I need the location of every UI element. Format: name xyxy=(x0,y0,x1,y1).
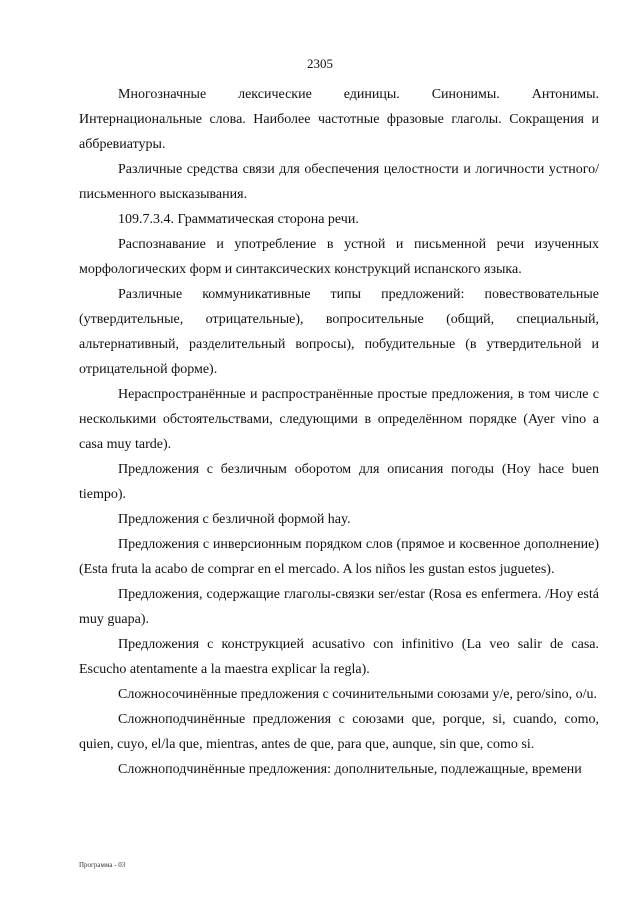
paragraph: Различные коммуникативные типы предложений: повествовательные (утвердительные, отрицательные), вопросительные (общий, специальный, альтернативный, разделительный вопросы), побудительные (в утвердительной и отрицательной форме). xyxy=(79,287,599,377)
paragraph: Распознавание и употребление в устной и письменной речи изученных морфологических форм и синтаксических конструкций испанского языка. xyxy=(79,237,599,277)
paragraph: Предложения с конструкцией acusativo con infinitivo (La veo salir de casa. Escucho atentamente a la maestra explicar la regla). xyxy=(79,637,599,677)
paragraph: Предложения с инверсионным порядком слов (прямое и косвенное дополнение) (Esta fruta la acabo de comprar en el mercado. A los niños les gustan estos juguetes). xyxy=(79,537,599,577)
page-number: 2305 xyxy=(307,56,333,71)
paragraph: Предложения, содержащие глаголы-связки ser/estar (Rosa es enfermera. /Hoy está muy guapa). xyxy=(79,587,599,627)
paragraph: Предложения с безличным оборотом для описания погоды (Hoy hace buen tiempo). xyxy=(79,462,599,502)
paragraph: Различные средства связи для обеспечения целостности и логичности устного/письменного высказывания. xyxy=(79,162,599,202)
paragraph: Многозначные лексические единицы. Синонимы. Антонимы. Интернациональные слова. Наиболее частотные фразовые глаголы. Сокращения и аббревиатуры. xyxy=(79,87,599,152)
paragraph: Сложноподчинённые предложения: дополнительные, подлежащные, времени xyxy=(118,762,582,777)
document-body xyxy=(79,82,599,782)
paragraph: Нераспространённые и распространённые простые предложения, в том числе с несколькими обстоятельствами, следующими в определённом порядке (Ayer vino a casa muy tarde). xyxy=(79,387,599,452)
page-footer: Программа - 03 xyxy=(79,861,126,869)
section-heading: 109.7.3.4. Грамматическая сторона речи. xyxy=(118,212,359,227)
paragraph: Сложносочинённые предложения с сочинительными союзами y/e, pero/sino, o/u. xyxy=(118,687,597,702)
paragraph: Сложноподчинённые предложения с союзами que, porque, si, cuando, como, quien, cuyo, el/la que, mientras, antes de que, para que, aunque, sin que, como si. xyxy=(79,712,599,752)
paragraph: Предложения с безличной формой hay. xyxy=(118,512,351,527)
